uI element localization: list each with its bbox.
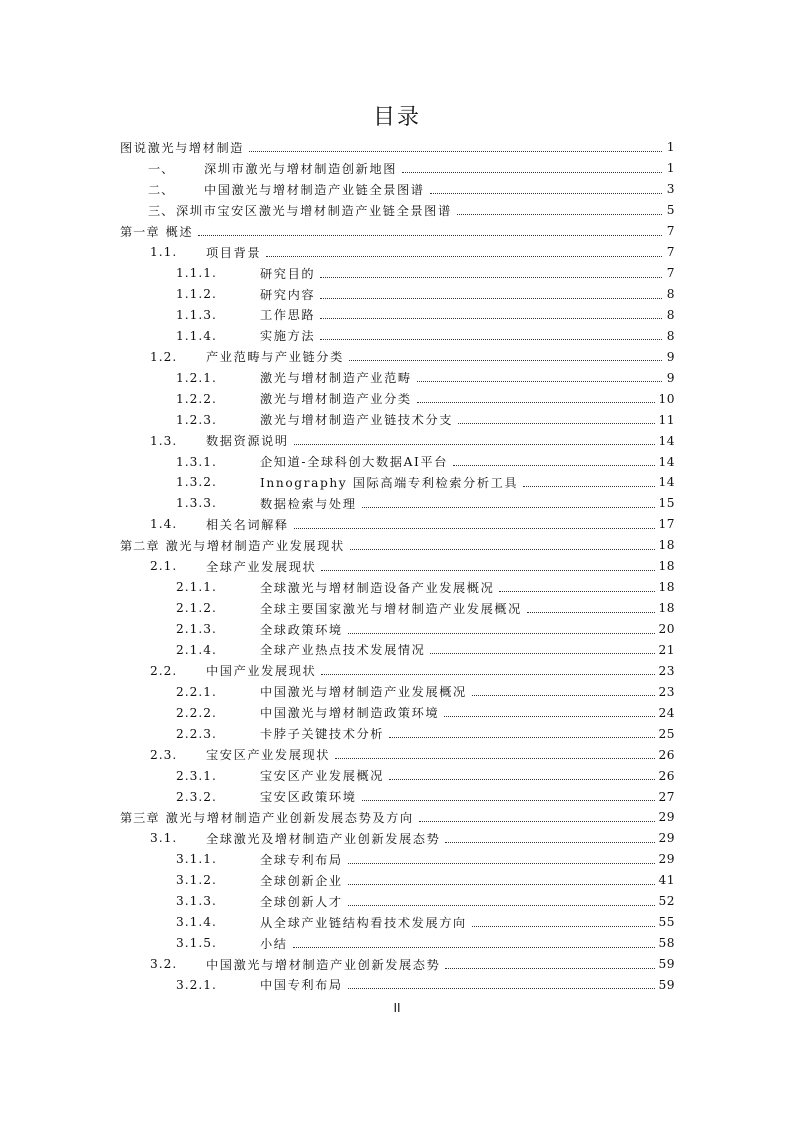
toc-entry[interactable] [120, 912, 675, 933]
toc-entry-number: 三、 [148, 203, 175, 218]
toc-entry-text [120, 139, 246, 156]
toc-entry-label: 企知道-全球科创大数据AI平台 [260, 455, 448, 470]
toc-entry-label: 中国激光与增材制造产业创新发展态势 [206, 957, 441, 972]
toc-entry[interactable] [120, 388, 675, 409]
toc-entry-label: 激光与增材制造产业创新发展态势及方向 [165, 810, 414, 825]
toc-entry[interactable] [120, 744, 675, 765]
toc-entry-label: 全球创新人才 [260, 894, 343, 909]
toc-entry-label: 全球激光与增材制造设备产业发展概况 [260, 580, 495, 595]
page-title: 目录 [372, 105, 421, 130]
dot-leader [417, 402, 656, 403]
toc-entry-number: 1.1.2. [176, 287, 217, 302]
toc-entry-number: 3.1.2. [176, 873, 217, 888]
toc-entry[interactable] [120, 765, 675, 786]
toc-entry-page: 18 [658, 538, 675, 553]
toc-entry-text [120, 453, 450, 470]
toc-entry-text [120, 286, 317, 303]
dot-leader [472, 926, 656, 927]
toc-entry-text [120, 181, 427, 198]
toc-entry-page: 7 [666, 245, 675, 260]
toc-entry-number: 第一章 [120, 224, 160, 239]
dot-leader [321, 674, 655, 675]
toc-entry-number: 1.3.2. [176, 475, 217, 490]
toc-entry[interactable] [120, 723, 675, 744]
toc-entry-page: 41 [658, 873, 675, 888]
toc-entry-page: 29 [658, 810, 675, 825]
toc-entry-page: 25 [658, 726, 675, 741]
toc-entry-text [120, 411, 455, 428]
toc-entry-text [120, 662, 318, 679]
toc-entry-page: 55 [658, 915, 675, 930]
dot-leader [349, 360, 662, 361]
toc-entry-label: 研究目的 [260, 266, 316, 281]
toc-entry-text [120, 202, 454, 219]
toc-entry-page: 18 [658, 601, 675, 616]
toc-entry-number: 3.2. [150, 957, 178, 972]
toc-entry[interactable] [120, 891, 675, 912]
dot-leader [198, 235, 662, 236]
dot-leader [523, 486, 655, 487]
toc-entry-number: 2.2.3. [176, 726, 217, 741]
toc-entry-number: 2.1.2. [176, 601, 217, 616]
toc-entry-text [120, 851, 345, 868]
toc-entry-text [120, 306, 317, 323]
toc-entry[interactable] [120, 828, 675, 849]
toc-entry-page: 24 [658, 705, 675, 720]
toc-entry-label: 宝安区产业发展概况 [260, 769, 385, 784]
toc-entry-number: 1.3.3. [176, 496, 217, 511]
toc-entry[interactable] [120, 325, 675, 346]
toc-entry-page: 29 [658, 831, 675, 846]
toc-entry-text [120, 558, 318, 575]
dot-leader [350, 549, 656, 550]
toc-entry-text [120, 265, 317, 282]
toc-entry-number: 2.3.2. [176, 789, 217, 804]
dot-leader [320, 339, 662, 340]
dot-leader [527, 612, 656, 613]
toc-entry-text [120, 914, 469, 931]
toc-entry[interactable] [120, 577, 675, 598]
toc-entry[interactable] [120, 493, 675, 514]
toc-entry-text [120, 767, 386, 784]
toc-entry[interactable] [120, 870, 675, 891]
dot-leader [453, 465, 656, 466]
toc-entry-page: 9 [666, 370, 675, 385]
toc-entry[interactable] [120, 200, 675, 221]
toc-entry-number: 第三章 [120, 810, 160, 825]
toc-entry[interactable] [120, 409, 675, 430]
toc-entry-label: 卡脖子关键技术分析 [260, 727, 385, 742]
toc-entry-page: 8 [666, 287, 675, 302]
dot-leader [457, 214, 662, 215]
toc-entry-text [120, 432, 291, 449]
toc-entry-number: 1.2.2. [176, 391, 217, 406]
toc-entry-text [120, 976, 345, 993]
toc-entry-label: 宝安区政策环境 [260, 790, 357, 805]
toc-entry-number: 2.2.1. [176, 684, 217, 699]
dot-leader [402, 172, 662, 173]
toc-entry[interactable] [120, 556, 675, 577]
toc-entry-number: 2.1. [150, 559, 178, 574]
toc-entry-page: 59 [658, 957, 675, 972]
toc-entry-page: 18 [658, 580, 675, 595]
toc-entry-label: 从全球产业链结构看技术发展方向 [260, 915, 467, 930]
toc-entry[interactable] [120, 346, 675, 367]
toc-entry-page: 29 [658, 852, 675, 867]
toc-entry-label: 小结 [260, 936, 288, 951]
toc-entry-label: 中国激光与增材制造产业链全景图谱 [204, 182, 425, 197]
toc-entry-text [120, 223, 195, 240]
toc-entry-text [120, 893, 345, 910]
toc-entry[interactable] [120, 263, 675, 284]
toc-entry-number: 1.4. [150, 517, 178, 532]
dot-leader [294, 444, 656, 445]
toc-entry-page: 3 [666, 182, 675, 197]
toc-entry-number: 1.1.1. [176, 266, 217, 281]
toc-entry[interactable] [120, 472, 675, 493]
toc-entry-number: 1.2.3. [176, 412, 217, 427]
toc-entry[interactable] [120, 786, 675, 807]
dot-leader [348, 988, 656, 989]
toc-entry[interactable] [120, 702, 675, 723]
toc-entry[interactable] [120, 367, 675, 388]
dot-leader [445, 842, 655, 843]
toc-entry-label: 全球创新企业 [260, 873, 343, 888]
toc-entry-number: 3.1.5. [176, 936, 217, 951]
toc-entry-page: 14 [658, 454, 675, 469]
toc-entry-text [120, 956, 442, 973]
toc-entry-text [120, 348, 346, 365]
toc-entry-page: 14 [658, 475, 675, 490]
toc-entry-page: 26 [658, 768, 675, 783]
toc-entry[interactable] [120, 451, 675, 472]
toc-entry-text [120, 160, 399, 177]
toc-entry-label: 概述 [165, 224, 194, 239]
dot-leader [445, 968, 655, 969]
toc-entry-text [120, 641, 427, 658]
toc-entry-label: 中国激光与增材制造政策环境 [260, 706, 440, 721]
dot-leader [389, 737, 655, 738]
toc-entry-page: 7 [666, 224, 675, 239]
toc-entry-label: 实施方法 [260, 329, 316, 344]
toc-entry-label: 中国产业发展现状 [206, 664, 317, 679]
toc-entry-label: 中国专利布局 [260, 978, 343, 993]
toc-entry[interactable] [120, 137, 675, 158]
toc-entry-text [120, 579, 496, 596]
toc-entry[interactable] [120, 849, 675, 870]
toc-entry-text [120, 830, 442, 847]
dot-leader [320, 277, 662, 278]
toc-entry-label: 研究内容 [260, 287, 316, 302]
toc-entry-number: 1.3.1. [176, 454, 217, 469]
toc-entry-text [120, 725, 386, 742]
toc-entry-text [120, 809, 416, 826]
toc-entry-number: 2.1.1. [176, 580, 217, 595]
toc-entry[interactable] [120, 305, 675, 326]
toc-entry-number: 2.3. [150, 747, 178, 762]
toc-entry-number: 3.1.3. [176, 894, 217, 909]
toc-entry[interactable] [120, 640, 675, 661]
dot-leader [430, 193, 662, 194]
toc-entry-label: 深圳市宝安区激光与增材制造产业链全景图谱 [176, 203, 452, 218]
dot-leader [335, 758, 655, 759]
toc-entry-page: 7 [666, 266, 675, 281]
toc-entry-label: 全球激光及增材制造产业创新发展态势 [206, 831, 441, 846]
toc-entry-page: 58 [658, 936, 675, 951]
toc-entry-page: 10 [658, 391, 675, 406]
toc-entry-label: 激光与增材制造产业范畴 [260, 371, 412, 386]
toc-entry-label: 深圳市激光与增材制造创新地图 [204, 161, 398, 176]
toc-entry-number: 1.2. [150, 349, 178, 364]
toc-entry-number: 3.2.1. [176, 977, 217, 992]
toc-entry-text [120, 704, 441, 721]
toc-entry-number: 2.2.2. [176, 705, 217, 720]
dot-leader [321, 570, 655, 571]
toc-entry-text [120, 788, 359, 805]
dot-leader [266, 256, 662, 257]
dot-leader [320, 298, 662, 299]
toc-entry-page: 26 [658, 747, 675, 762]
toc-entry-number: 1.2.1. [176, 370, 217, 385]
table-of-contents [120, 137, 675, 995]
toc-entry-page: 15 [658, 496, 675, 511]
toc-entry[interactable] [120, 284, 675, 305]
dot-leader [362, 507, 656, 508]
dot-leader [293, 947, 656, 948]
toc-entry-label: 激光与增材制造产业分类 [260, 392, 412, 407]
toc-entry-page: 23 [658, 663, 675, 678]
dot-leader [348, 863, 656, 864]
toc-entry-page: 8 [666, 307, 675, 322]
toc-entry-text [120, 474, 520, 491]
toc-entry[interactable] [120, 681, 675, 702]
dot-leader [499, 591, 655, 592]
toc-entry-label: Innography 国际高端专利检索分析工具 [260, 475, 519, 490]
toc-entry-page: 21 [658, 642, 675, 657]
dot-leader [419, 821, 656, 822]
toc-entry[interactable] [120, 514, 675, 535]
toc-entry-page: 5 [666, 203, 675, 218]
toc-entry-label: 全球政策环境 [260, 622, 343, 637]
toc-entry-number: 3.1.1. [176, 852, 217, 867]
toc-entry[interactable] [120, 179, 675, 200]
toc-entry[interactable] [120, 954, 675, 975]
toc-entry-text [120, 600, 524, 617]
toc-entry[interactable] [120, 660, 675, 681]
dot-leader [348, 905, 656, 906]
toc-entry-text [120, 516, 291, 533]
toc-entry-page: 9 [666, 349, 675, 364]
toc-entry-label: 中国激光与增材制造产业发展概况 [260, 685, 467, 700]
toc-entry-text [120, 621, 345, 638]
toc-entry-page: 18 [658, 559, 675, 574]
dot-leader [458, 423, 655, 424]
toc-entry-number: 3.1. [150, 831, 178, 846]
toc-entry-label: 全球产业热点技术发展情况 [260, 643, 426, 658]
dot-leader [348, 633, 656, 634]
toc-entry-text [120, 872, 345, 889]
toc-entry-text [120, 537, 347, 554]
toc-entry-label: 数据资源说明 [206, 434, 289, 449]
dot-leader [444, 716, 655, 717]
toc-entry-text [120, 369, 414, 386]
toc-entry-text [120, 244, 263, 261]
toc-entry-number: 2.1.3. [176, 622, 217, 637]
toc-entry[interactable] [120, 619, 675, 640]
toc-entry-label: 全球专利布局 [260, 852, 343, 867]
toc-entry[interactable] [120, 430, 675, 451]
toc-entry-number: 1.3. [150, 433, 178, 448]
toc-entry-page: 1 [666, 140, 675, 155]
toc-entry-label: 激光与增材制造产业发展现状 [165, 538, 345, 553]
toc-entry-text [120, 746, 332, 763]
toc-entry-page: 11 [658, 412, 675, 427]
toc-entry-text [120, 327, 317, 344]
toc-entry[interactable] [120, 221, 675, 242]
toc-entry-label: 图说激光与增材制造 [120, 140, 245, 155]
toc-entry-label: 工作思路 [260, 308, 316, 323]
toc-entry-label: 相关名词解释 [206, 517, 289, 532]
dot-leader [430, 653, 655, 654]
toc-entry-number: 一、 [148, 161, 175, 176]
toc-entry-number: 二、 [148, 182, 175, 197]
toc-entry-page: 23 [658, 684, 675, 699]
toc-entry-number: 1.1. [150, 245, 178, 260]
toc-entry-label: 项目背景 [206, 245, 262, 260]
toc-entry-page: 27 [658, 789, 675, 804]
toc-entry-number: 2.2. [150, 663, 178, 678]
toc-entry[interactable] [120, 242, 675, 263]
dot-leader [320, 318, 662, 319]
page-number: II [393, 1001, 401, 1015]
dot-leader [348, 884, 656, 885]
toc-entry-page: 59 [658, 977, 675, 992]
toc-entry[interactable] [120, 158, 675, 179]
toc-entry-page: 1 [666, 161, 675, 176]
toc-entry-text [120, 683, 469, 700]
toc-entry-label: 宝安区产业发展现状 [206, 748, 331, 763]
dot-leader [362, 800, 656, 801]
toc-entry-number: 1.1.3. [176, 307, 217, 322]
toc-entry-label: 激光与增材制造产业链技术分支 [260, 413, 454, 428]
toc-entry-label: 全球主要国家激光与增材制造产业发展概况 [260, 601, 522, 616]
toc-entry-label: 数据检索与处理 [260, 496, 357, 511]
toc-entry-page: 52 [658, 894, 675, 909]
dot-leader [472, 695, 656, 696]
toc-entry-number: 2.1.4. [176, 642, 217, 657]
toc-entry-page: 17 [658, 517, 675, 532]
toc-entry[interactable] [120, 598, 675, 619]
toc-entry-text [120, 390, 414, 407]
toc-entry[interactable] [120, 535, 675, 556]
toc-entry-text [120, 935, 290, 952]
toc-entry-text [120, 495, 359, 512]
dot-leader [294, 528, 656, 529]
dot-leader [249, 151, 662, 152]
toc-entry-number: 1.1.4. [176, 328, 217, 343]
toc-entry-page: 8 [666, 328, 675, 343]
toc-entry-page: 14 [658, 433, 675, 448]
dot-leader [417, 381, 662, 382]
toc-entry-label: 全球产业发展现状 [206, 559, 317, 574]
toc-entry[interactable] [120, 933, 675, 954]
toc-entry[interactable] [120, 975, 675, 996]
toc-entry-number: 2.3.1. [176, 768, 217, 783]
dot-leader [389, 779, 655, 780]
toc-entry-number: 第二章 [120, 538, 160, 553]
toc-entry-label: 产业范畴与产业链分类 [206, 350, 344, 365]
toc-entry-number: 3.1.4. [176, 915, 217, 930]
toc-entry-page: 20 [658, 622, 675, 637]
toc-entry[interactable] [120, 807, 675, 828]
